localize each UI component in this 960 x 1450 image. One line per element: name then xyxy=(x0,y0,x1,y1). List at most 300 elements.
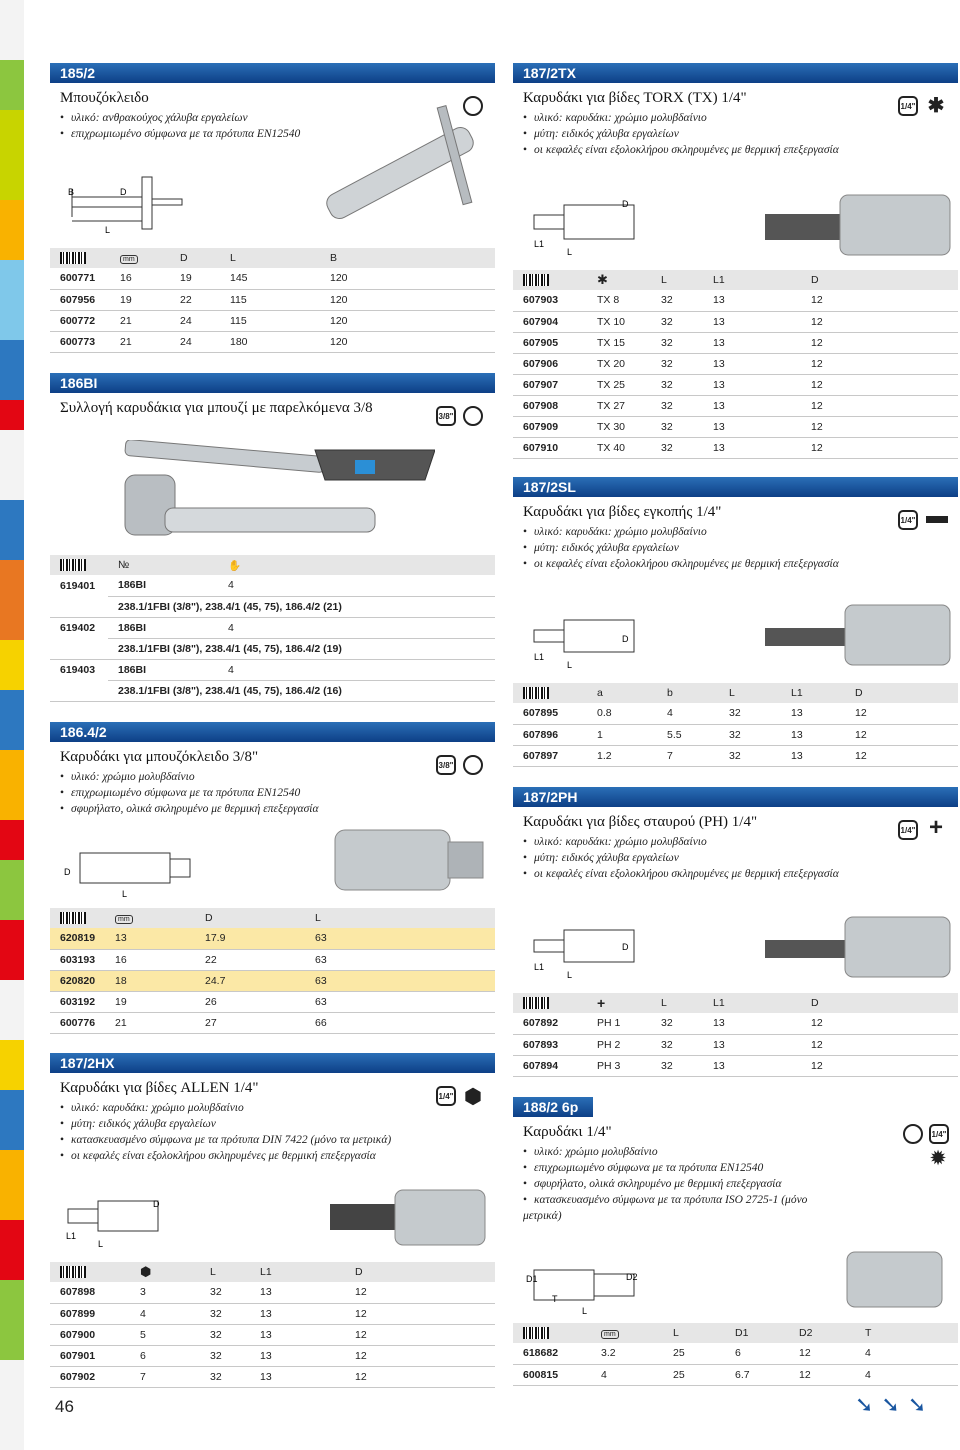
side-color-bar xyxy=(0,0,24,1450)
drive-size-icon: 1/4" xyxy=(898,510,918,530)
bullet-list xyxy=(60,1100,495,1164)
cell: 32 xyxy=(651,1034,703,1055)
bullet: • οι κεφαλές είναι εξολοκλήρου σκληρυμένες με θερμική επεξεργασία xyxy=(523,142,958,158)
table-row xyxy=(50,617,495,638)
cell: 120 xyxy=(320,268,495,289)
table-row xyxy=(513,332,958,353)
bullet: • υλικό: καρυδάκι: χρώμιο μολυβδαίνιο xyxy=(523,110,958,126)
cell: 66 xyxy=(305,1012,495,1033)
table-row-detail xyxy=(50,596,495,617)
dim-label-D: D xyxy=(622,942,629,952)
section-code: 187/2PH xyxy=(513,787,958,807)
cell: 4 xyxy=(218,575,495,596)
cell: 180 xyxy=(220,331,320,352)
dim-label-D2: D2 xyxy=(626,1272,638,1282)
cell: 12 xyxy=(801,416,958,437)
table-header xyxy=(513,993,958,1013)
table-row xyxy=(513,745,958,766)
allen-socket-photo xyxy=(330,1180,490,1255)
cell: 13 xyxy=(703,1055,801,1076)
cell: 12 xyxy=(345,1345,495,1366)
article-code: 607910 xyxy=(513,437,587,458)
hex-socket-photo xyxy=(845,1250,945,1310)
cell: 19 xyxy=(105,991,195,1012)
table-row xyxy=(50,970,495,991)
spark-plug-wrench-drawing xyxy=(60,175,200,235)
cell: 115 xyxy=(220,289,320,310)
col-L: L xyxy=(200,1262,250,1282)
section-title: Καρυδάκι για βίδες εγκοπής 1/4" xyxy=(523,504,722,520)
table-row xyxy=(50,1303,495,1324)
col-B: B xyxy=(320,248,495,268)
cell: 12 xyxy=(801,437,958,458)
article-code: 603193 xyxy=(50,949,105,970)
cell: 6 xyxy=(725,1343,789,1364)
cell: PH 1 xyxy=(587,1013,651,1034)
wrench-size-icon: mm xyxy=(601,1330,619,1339)
cell: 13 xyxy=(703,1013,801,1034)
table-187-2PH xyxy=(513,993,958,1077)
cell: 32 xyxy=(200,1324,250,1345)
cell: 32 xyxy=(651,395,703,416)
dim-label-L1: L1 xyxy=(534,962,545,972)
cell: TX 15 xyxy=(587,332,651,353)
col-L1: L1 xyxy=(781,683,845,703)
cell: 12 xyxy=(801,1013,958,1034)
bullet-list xyxy=(60,769,495,817)
cell: 12 xyxy=(801,290,958,311)
hex-socket-drawing xyxy=(522,1262,662,1317)
article-code: 607894 xyxy=(513,1055,587,1076)
cell: 21 xyxy=(105,1012,195,1033)
table-row xyxy=(513,724,958,745)
phillips-cross-icon: + xyxy=(587,993,651,1013)
col-L1: L1 xyxy=(250,1262,345,1282)
article-code: 619401 xyxy=(60,579,96,592)
cell: TX 27 xyxy=(587,395,651,416)
cell: 186BI xyxy=(108,659,218,680)
col-L1: L1 xyxy=(703,270,801,290)
cell: 32 xyxy=(651,1055,703,1076)
table-row-detail xyxy=(50,680,495,701)
bullet: • οι κεφαλές είναι εξολοκλήρου σκληρυμένες με θερμική επεξεργασία xyxy=(60,1148,495,1164)
cell: 13 xyxy=(250,1303,345,1324)
table-row xyxy=(50,1012,495,1033)
article-code: 607896 xyxy=(513,724,587,745)
cell: 115 xyxy=(220,310,320,331)
dim-label-L: L xyxy=(582,1306,588,1316)
dim-label-L1: L1 xyxy=(66,1231,77,1241)
slot-bit-icon xyxy=(926,516,948,523)
dim-label-L: L xyxy=(98,1239,104,1249)
dim-label-L1: L1 xyxy=(534,239,545,249)
cell: 13 xyxy=(703,332,801,353)
article-code: 600772 xyxy=(50,310,110,331)
phillips-cross-icon: + xyxy=(928,814,943,841)
drive-size-icon: 1/4" xyxy=(929,1124,949,1144)
dim-label-L: L xyxy=(105,225,111,235)
table-188-2-6p xyxy=(513,1323,958,1386)
cell: 24 xyxy=(170,331,220,352)
article-code: 618682 xyxy=(513,1343,591,1364)
cell: 120 xyxy=(320,331,495,352)
bullet: • κατασκευασμένο σύμφωνα με τα πρότυπα ISO 2725-1 (μόνο μετρικά) xyxy=(523,1192,813,1224)
col-D: D xyxy=(801,270,958,290)
article-code: 607908 xyxy=(513,395,587,416)
col-T: T xyxy=(855,1323,958,1343)
cell: 13 xyxy=(781,724,845,745)
bullet: • υλικό: καρυδάκι: χρώμιο μολυβδαίνιο xyxy=(60,1100,495,1116)
article-code: 607903 xyxy=(513,290,587,311)
cell: TX 8 xyxy=(587,290,651,311)
section-187-2PH xyxy=(513,787,958,882)
barcode-icon xyxy=(523,687,549,699)
table-row xyxy=(513,290,958,311)
barcode-icon xyxy=(60,559,86,571)
cell: 63 xyxy=(305,928,495,949)
cell: 4 xyxy=(657,703,719,724)
table-row xyxy=(513,311,958,332)
torx-star-icon: ✱ xyxy=(927,94,945,117)
section-title: Μπουζόκλειδο xyxy=(60,90,149,106)
section-code: 185/2 xyxy=(50,63,495,83)
table-186BI xyxy=(50,555,495,702)
round-socket-icon xyxy=(463,406,483,426)
bullet: • υλικό: ανθρακούχος χάλυβα εργαλείων xyxy=(60,110,495,126)
cell: 4 xyxy=(591,1364,663,1385)
cell: 22 xyxy=(195,949,305,970)
table-row xyxy=(50,1282,495,1303)
table-row xyxy=(513,395,958,416)
section-code: 188/2 6p xyxy=(513,1097,593,1117)
cell: 4 xyxy=(218,659,495,680)
cell: 12 xyxy=(845,703,958,724)
allen-socket-drawing xyxy=(58,1195,178,1250)
table-header xyxy=(50,248,495,268)
table-187-2HX xyxy=(50,1262,495,1388)
cell: 13 xyxy=(250,1345,345,1366)
table-185-2 xyxy=(50,248,495,353)
cell: 12 xyxy=(801,332,958,353)
dim-label-D: D xyxy=(64,867,71,877)
cell: 13 xyxy=(703,437,801,458)
next-page-arrows-icon[interactable]: ➘➘➘ xyxy=(855,1392,935,1417)
cell: 19 xyxy=(110,289,170,310)
cell: 13 xyxy=(703,290,801,311)
bullet: • επιχρωμιωμένο σύμφωνα με τα πρότυπα EN12540 xyxy=(60,785,495,801)
cell: 12 xyxy=(801,395,958,416)
cell: TX 40 xyxy=(587,437,651,458)
slot-socket-drawing xyxy=(522,610,652,670)
article-code: 607895 xyxy=(513,703,587,724)
bullet: • σφυρήλατο, ολικά σκληρυμένο με θερμική επεξεργασία xyxy=(523,1176,958,1192)
barcode-icon xyxy=(523,1327,549,1339)
bullet: • υλικό: καρυδάκι: χρώμιο μολυβδαίνιο xyxy=(523,524,958,540)
drive-size-icon: 3/8" xyxy=(436,755,456,775)
bullet: • οι κεφαλές είναι εξολοκλήρου σκληρυμένες με θερμική επεξεργασία xyxy=(523,866,958,882)
cell: 13 xyxy=(250,1324,345,1345)
cell: 5 xyxy=(130,1324,200,1345)
section-188-2-6p xyxy=(513,1097,958,1224)
drive-size-icon: 1/4" xyxy=(436,1086,456,1106)
col-L: L xyxy=(220,248,320,268)
barcode-icon xyxy=(60,252,86,264)
drive-size-icon: 1/4" xyxy=(898,820,918,840)
cell: 13 xyxy=(703,1034,801,1055)
phillips-socket-drawing xyxy=(522,920,652,980)
dim-label-L: L xyxy=(567,247,573,255)
cell: 18 xyxy=(105,970,195,991)
section-187-2HX xyxy=(50,1053,495,1164)
cell: 3 xyxy=(130,1282,200,1303)
article-code: 600776 xyxy=(50,1012,105,1033)
bullet-list xyxy=(523,524,958,572)
cell: 12 xyxy=(345,1282,495,1303)
table-header xyxy=(50,1262,495,1282)
cell: TX 10 xyxy=(587,311,651,332)
cell: 13 xyxy=(703,311,801,332)
cell: 32 xyxy=(651,311,703,332)
table-row xyxy=(513,416,958,437)
hex-bit-icon: ⬢ xyxy=(464,1085,482,1108)
table-row xyxy=(50,1366,495,1387)
bullet-list xyxy=(523,834,958,882)
cell: 12 xyxy=(801,374,958,395)
table-header xyxy=(50,555,495,575)
article-code: 620819 xyxy=(50,928,105,949)
article-code: 600773 xyxy=(50,331,110,352)
drive-size-icon: 3/8" xyxy=(436,406,456,426)
cell: 32 xyxy=(651,332,703,353)
table-186-4-2 xyxy=(50,908,495,1034)
col-b: b xyxy=(657,683,719,703)
section-code: 187/2SL xyxy=(513,477,958,497)
round-socket-icon xyxy=(903,1124,923,1144)
col-L: L xyxy=(719,683,781,703)
table-row xyxy=(50,289,495,310)
dim-label-D: D xyxy=(622,634,629,644)
table-row xyxy=(513,1343,958,1364)
cell: 186BI xyxy=(108,617,218,638)
table-row-detail xyxy=(50,638,495,659)
bullet-list xyxy=(523,110,958,158)
section-186BI xyxy=(50,373,495,420)
cell: 32 xyxy=(200,1345,250,1366)
cell: 12 xyxy=(801,1034,958,1055)
cell: 24 xyxy=(170,310,220,331)
barcode-icon xyxy=(523,997,549,1009)
dim-label-D: D xyxy=(622,199,629,209)
round-socket-icon xyxy=(463,755,483,775)
torx-socket-photo xyxy=(765,190,955,265)
cell: 6 xyxy=(130,1345,200,1366)
bullet-list xyxy=(523,1144,958,1224)
bullet: • μύτη: ειδικός χάλυβα εργαλείων xyxy=(523,850,958,866)
cell: 63 xyxy=(305,991,495,1012)
table-row xyxy=(50,310,495,331)
col-D1: D1 xyxy=(725,1323,789,1343)
slot-socket-photo xyxy=(765,600,955,675)
hex-bit-icon: ⬢ xyxy=(130,1262,200,1282)
hex-socket-profile-icon: ✹ xyxy=(930,1147,946,1168)
phillips-socket-photo xyxy=(765,912,955,987)
section-186-4-2 xyxy=(50,722,495,817)
cell: 12 xyxy=(789,1364,855,1385)
bullet: • μύτη: ειδικός χάλυβα εργαλείων xyxy=(523,540,958,556)
table-header xyxy=(513,1323,958,1343)
dim-label-L: L xyxy=(122,889,128,899)
col-D: D xyxy=(801,993,958,1013)
spark-plug-set-photo xyxy=(105,440,435,555)
cell: 13 xyxy=(250,1282,345,1303)
section-title: Καρυδάκι για βίδες σταυρού (PH) 1/4" xyxy=(523,814,758,830)
table-187-2SL xyxy=(513,683,958,767)
table-row xyxy=(50,949,495,970)
cell: 13 xyxy=(703,374,801,395)
bullet: • επιχρωμιωμένο σύμφωνα με τα πρότυπα EN12540 xyxy=(523,1160,958,1176)
table-row xyxy=(513,353,958,374)
bullet: • οι κεφαλές είναι εξολοκλήρου σκληρυμένες με θερμική επεξεργασία xyxy=(523,556,958,572)
col-L: L xyxy=(305,908,495,928)
cell: 27 xyxy=(195,1012,305,1033)
article-code: 607900 xyxy=(50,1324,130,1345)
cell: TX 20 xyxy=(587,353,651,374)
dim-label-L: L xyxy=(567,970,573,980)
article-code: 607893 xyxy=(513,1034,587,1055)
col-L: L xyxy=(651,993,703,1013)
cell: 32 xyxy=(200,1366,250,1387)
section-187-2TX xyxy=(513,63,958,158)
cell: 12 xyxy=(345,1303,495,1324)
cell: 32 xyxy=(651,1013,703,1034)
set-contents: 238.1/1FBI (3/8"), 238.4/1 (45, 75), 186.4/2 (21) xyxy=(108,596,495,617)
cell: 63 xyxy=(305,949,495,970)
cell: 17.9 xyxy=(195,928,305,949)
cell: 1 xyxy=(587,724,657,745)
bullet: • επιχρωμιωμένο σύμφωνα με τα πρότυπα EN12540 xyxy=(60,126,495,142)
cell: 3.2 xyxy=(591,1343,663,1364)
table-row xyxy=(50,268,495,289)
dim-label-D: D xyxy=(153,1199,160,1209)
article-code: 619402 xyxy=(60,621,96,634)
section-title: Καρυδάκι για μπουζόκλειδο 3/8" xyxy=(60,749,259,765)
cell: 13 xyxy=(250,1366,345,1387)
section-title: Καρυδάκι για βίδες TORX (TX) 1/4" xyxy=(523,90,747,106)
socket-drawing xyxy=(62,845,202,900)
cell: 4 xyxy=(855,1343,958,1364)
torx-socket-drawing xyxy=(522,195,652,255)
table-row xyxy=(50,928,495,949)
cell: 12 xyxy=(845,724,958,745)
bullet: • υλικό: καρυδάκι: χρώμιο μολυβδαίνιο xyxy=(523,834,958,850)
cell: PH 3 xyxy=(587,1055,651,1076)
cell: 16 xyxy=(110,268,170,289)
cell: 16 xyxy=(105,949,195,970)
bullet: • μύτη: ειδικός χάλυβα εργαλείων xyxy=(523,126,958,142)
bullet: • μύτη: ειδικός χάλυβα εργαλείων xyxy=(60,1116,495,1132)
cell: 7 xyxy=(130,1366,200,1387)
col-a: a xyxy=(587,683,657,703)
article-code: 607907 xyxy=(513,374,587,395)
cell: 25 xyxy=(663,1364,725,1385)
article-code: 607899 xyxy=(50,1303,130,1324)
article-code: 607898 xyxy=(50,1282,130,1303)
cell: 12 xyxy=(789,1343,855,1364)
table-row xyxy=(513,1055,958,1076)
page-number: 46 xyxy=(55,1397,74,1416)
cell: 7 xyxy=(657,745,719,766)
cell: 32 xyxy=(651,290,703,311)
dim-label-L1: L1 xyxy=(534,652,545,662)
section-title: Καρυδάκι για βίδες ALLEN 1/4" xyxy=(60,1080,259,1096)
cell: TX 30 xyxy=(587,416,651,437)
table-header xyxy=(50,908,495,928)
cell: 21 xyxy=(110,310,170,331)
article-code: 607909 xyxy=(513,416,587,437)
bullet: • κατασκευασμένο σύμφωνα με τα πρότυπα DIN 7422 (μόνο τα μετρικά) xyxy=(60,1132,495,1148)
section-code: 186BI xyxy=(50,373,495,393)
col-D2: D2 xyxy=(789,1323,855,1343)
set-contents: 238.1/1FBI (3/8"), 238.4/1 (45, 75), 186.4/2 (16) xyxy=(108,680,495,701)
cell: 12 xyxy=(801,1055,958,1076)
barcode-icon xyxy=(60,1266,86,1278)
article-code: 607905 xyxy=(513,332,587,353)
cell: 120 xyxy=(320,310,495,331)
dim-label-D1: D1 xyxy=(526,1274,538,1284)
cell: 22 xyxy=(170,289,220,310)
cell: 4 xyxy=(130,1303,200,1324)
article-code: 607902 xyxy=(50,1366,130,1387)
cell: 32 xyxy=(651,374,703,395)
table-row xyxy=(50,1324,495,1345)
table-187-2TX xyxy=(513,270,958,459)
t-handle-wrench-photo xyxy=(300,95,490,235)
article-code: 607892 xyxy=(513,1013,587,1034)
article-code: 607904 xyxy=(513,311,587,332)
col-number: № xyxy=(108,555,218,575)
cell: 32 xyxy=(651,416,703,437)
section-code: 186.4/2 xyxy=(50,722,495,742)
cell: 13 xyxy=(781,745,845,766)
article-code: 619403 xyxy=(60,663,96,676)
bullet: • υλικό: χρώμιο μολυβδαίνιο xyxy=(523,1144,958,1160)
table-row xyxy=(50,659,495,680)
col-D: D xyxy=(845,683,958,703)
table-header xyxy=(513,683,958,703)
dim-label-L: L xyxy=(567,660,573,670)
cell: 13 xyxy=(781,703,845,724)
hand-icon: ✋ xyxy=(218,555,495,575)
article-code: 600771 xyxy=(50,268,110,289)
cell: 32 xyxy=(200,1282,250,1303)
cell: 19 xyxy=(170,268,220,289)
bullet: • υλικό: χρώμιο μολυβδαίνιο xyxy=(60,769,495,785)
wrench-size-icon: mm xyxy=(120,255,138,264)
cell: 12 xyxy=(801,311,958,332)
cell: 145 xyxy=(220,268,320,289)
article-code: 607956 xyxy=(50,289,110,310)
cell: 21 xyxy=(110,331,170,352)
article-code: 603192 xyxy=(50,991,105,1012)
cell: 13 xyxy=(703,395,801,416)
cell: 32 xyxy=(651,353,703,374)
cell: TX 25 xyxy=(587,374,651,395)
cell: 4 xyxy=(218,617,495,638)
col-L: L xyxy=(663,1323,725,1343)
wrench-size-icon: mm xyxy=(115,915,133,924)
article-code: 607901 xyxy=(50,1345,130,1366)
cell: 12 xyxy=(801,353,958,374)
